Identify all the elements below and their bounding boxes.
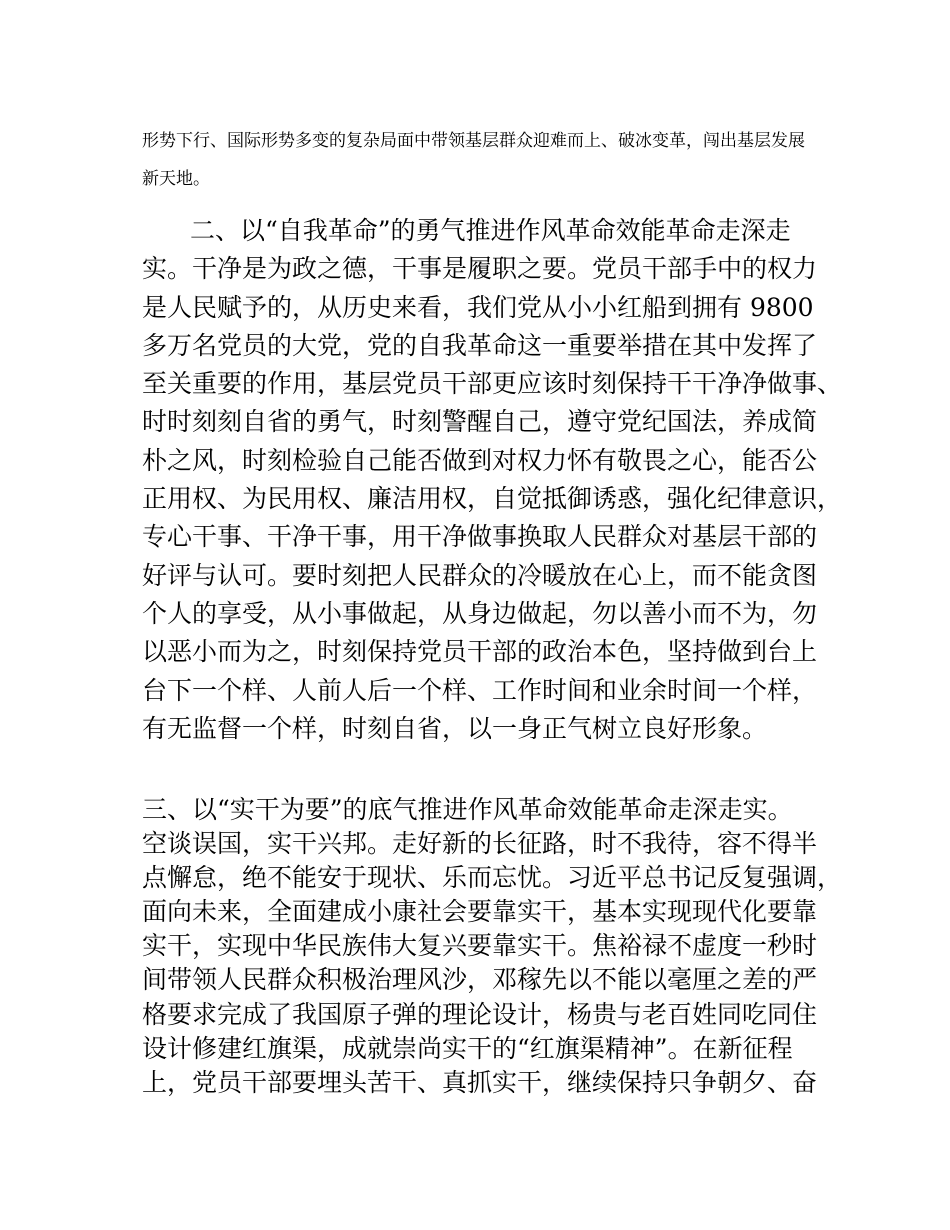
text-line: 空谈误国，实干兴邦。走好新的长征路，时不我待，容不得半	[142, 829, 818, 859]
text-line: 实干，实现中华民族伟大复兴要靠实干。焦裕禄不虚度一秒时	[142, 931, 818, 961]
section-heading-line: 二、以“自我革命”的勇气推进作风革命效能革命走深走	[190, 216, 791, 245]
text-line: 好评与认可。要时刻把人民群众的冷暖放在心上，而不能贪图	[142, 560, 818, 590]
text-line: 专心干事、干净干事，用干净做事换取人民群众对基层干部的	[142, 522, 818, 552]
text-line: 面向未来，全面建成小康社会要靠实干，基本实现现代化要靠	[142, 897, 818, 927]
text-line: 多万名党员的大党，党的自我革命这一重要举措在其中发挥了	[142, 330, 818, 360]
section-three-paragraph	[142, 793, 843, 1100]
text-line: 个人的享受，从小事做起，从身边做起，勿以善小而不为，勿	[142, 598, 818, 628]
text-line: 形势下行、国际形势多变的复杂局面中带领基层群众迎难而上、破冰变革，闯出基层发展	[142, 131, 805, 151]
text-line: 朴之风，时刻检验自己能否做到对权力怀有敬畏之心，能否公	[142, 445, 818, 475]
text-line: 新天地。	[142, 169, 210, 189]
text-line: 设计修建红旗渠，成就崇尚实干的“红旗渠精神”。在新征程	[142, 1033, 793, 1063]
section-heading-line: 三、以“实干为要”的底气推进作风革命效能革命走深走实。	[142, 795, 793, 824]
text-line: 上，党员干部要埋头苦干、真抓实干，继续保持只争朝夕、奋	[142, 1067, 818, 1097]
text-line: 以恶小而为之，时刻保持党员干部的政治本色，坚持做到台上	[142, 637, 818, 667]
text-line: 至关重要的作用，基层党员干部更应该时刻保持干干净净做事、	[142, 369, 843, 399]
text-line: 正用权、为民用权、廉洁用权，自觉抵御诱惑，强化纪律意识，	[142, 484, 843, 514]
text-line: 点懈怠，绝不能安于现状、乐而忘忧。习近平总书记反复强调，	[142, 863, 843, 893]
text-line: 实。干净是为政之德，干事是履职之要。党员干部手中的权力	[142, 254, 818, 284]
intro-paragraph	[142, 122, 822, 198]
text-line: 是人民赋予的，从历史来看，我们党从小小红船到拥有 9800	[142, 292, 814, 322]
text-line: 格要求完成了我国原子弹的理论设计，杨贵与老百姓同吃同住	[142, 999, 818, 1029]
text-line: 有无监督一个样，时刻自省，以一身正气树立良好形象。	[142, 713, 768, 743]
text-line: 台下一个样、人前人后一个样、工作时间和业余时间一个样，	[142, 675, 818, 705]
text-line: 间带领人民群众积极治理风沙，邓稼先以不能以毫厘之差的严	[142, 965, 818, 995]
text-line: 时时刻刻自省的勇气，时刻警醒自己，遵守党纪国法，养成简	[142, 407, 818, 437]
section-two-paragraph	[142, 212, 843, 748]
